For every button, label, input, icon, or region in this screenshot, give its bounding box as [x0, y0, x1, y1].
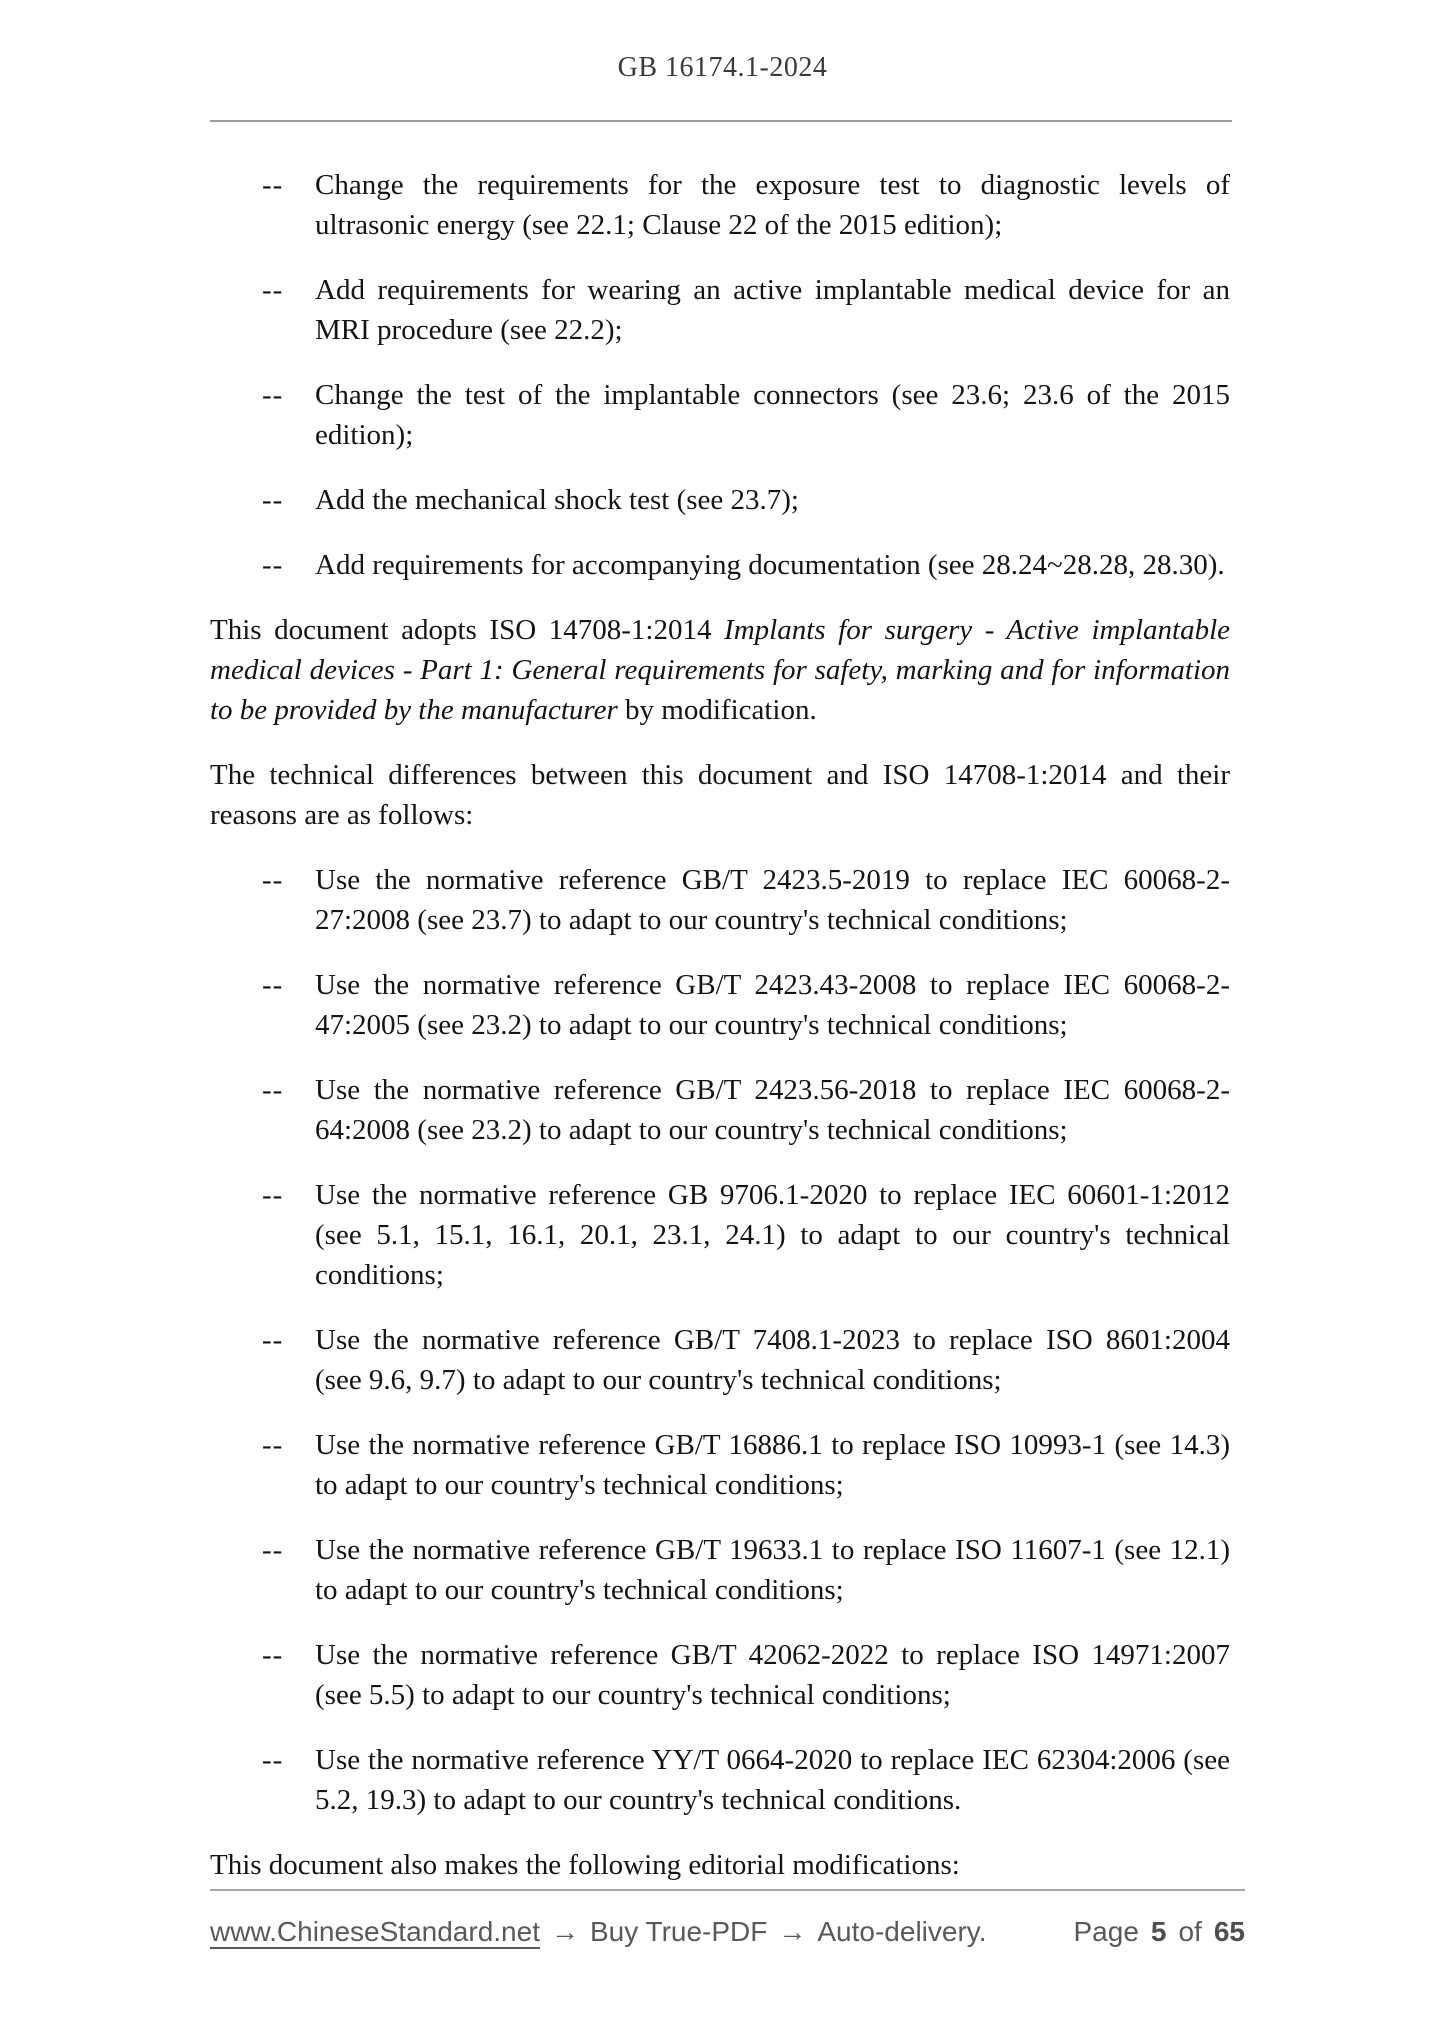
list-item-text: Add requirements for accompanying documentation (see 28.24~28.28, 28.30).: [315, 549, 1225, 581]
page-indicator: [1074, 1914, 1246, 1950]
total-page-number: 65: [1213, 1916, 1245, 1947]
list-item: [210, 165, 1230, 245]
list-item: [210, 1175, 1230, 1295]
arrow-icon: →: [778, 1916, 807, 1947]
list-item-text: Use the normative reference GB/T 7408.1-2023 to replace ISO 8601:2004 (see 9.6, 9.7) to adapt to our country's technical conditions;: [315, 1324, 1230, 1396]
list-item-text: Use the normative reference GB/T 16886.1 to replace ISO 10993-1 (see 14.3) to adapt to our country's technical conditions;: [315, 1429, 1230, 1501]
buy-pdf-label: Buy True-PDF: [589, 1916, 768, 1947]
adopts-text-end: by modification.: [617, 694, 817, 726]
document-body: [210, 165, 1230, 1885]
adopts-text-start: This document adopts ISO 14708-1:2014: [210, 614, 725, 646]
page-title: GB 16174.1-2024: [617, 52, 828, 83]
standard-title-italic: Implants for surgery - Active implantable medical devices - Part 1: General requirements for safety, marking and for information to be provided by the manufacturer: [210, 614, 1230, 726]
list-item-text: Use the normative reference GB/T 19633.1 to replace ISO 11607-1 (see 12.1) to adapt to our country's technical conditions;: [315, 1534, 1230, 1606]
list-item-text: Change the test of the implantable connectors (see 23.6; 23.6 of the 2015 edition);: [315, 379, 1230, 451]
list-item: [210, 1320, 1230, 1400]
list-item-text: Use the normative reference YY/T 0664-2020 to replace IEC 62304:2006 (see 5.2, 19.3) to adapt to our country's technical conditions.: [315, 1744, 1230, 1816]
dash-bullet: --: [262, 969, 284, 1001]
page-word: Page: [1073, 1916, 1139, 1947]
dash-bullet: --: [262, 1429, 284, 1461]
footer-divider: [210, 1889, 1245, 1891]
list-item-text: Use the normative reference GB/T 2423.56-2018 to replace IEC 60068-2-64:2008 (see 23.2) to adapt to our country's technical conditions;: [315, 1074, 1230, 1146]
dash-bullet: --: [262, 379, 284, 411]
list-item: [210, 270, 1230, 350]
dash-bullet: --: [262, 169, 284, 201]
list-item: [210, 860, 1230, 940]
list-item-text: Use the normative reference GB 9706.1-2020 to replace IEC 60601-1:2012 (see 5.1, 15.1, 16.1, 20.1, 23.1, 24.1) to adapt to our country's technical conditions;: [315, 1179, 1230, 1291]
list-item-text: Use the normative reference GB/T 2423.5-2019 to replace IEC 60068-2-27:2008 (see 23.7) to adapt to our country's technical conditions;: [315, 864, 1230, 936]
website-link[interactable]: www.ChineseStandard.net: [210, 1916, 540, 1947]
editorial-paragraph: This document also makes the following editorial modifications:: [210, 1849, 960, 1881]
arrow-icon: →: [550, 1916, 579, 1947]
dash-bullet: --: [262, 1744, 284, 1776]
list-item: [210, 965, 1230, 1045]
differences-paragraph: The technical differences between this document and ISO 14708-1:2014 and their reasons are as follows:: [210, 759, 1230, 831]
list-item-text: Use the normative reference GB/T 42062-2022 to replace ISO 14971:2007 (see 5.5) to adapt to our country's technical conditions;: [315, 1639, 1230, 1711]
list-item: [210, 1070, 1230, 1150]
list-item: [210, 545, 1230, 585]
list-item: [210, 1425, 1230, 1505]
list-item: [210, 480, 1230, 520]
list-item-text: Add requirements for wearing an active implantable medical device for an MRI procedure (see 22.2);: [315, 274, 1230, 346]
footer-source-line: [210, 1914, 986, 1950]
list-item: [210, 1530, 1230, 1610]
adopts-paragraph: [210, 610, 1230, 730]
list-item: [210, 1635, 1230, 1715]
auto-delivery-label: Auto-delivery.: [817, 1916, 987, 1947]
dash-bullet: --: [262, 274, 284, 306]
list-item-text: Change the requirements for the exposure test to diagnostic levels of ultrasonic energy (see 22.1; Clause 22 of the 2015 edition);: [315, 169, 1230, 241]
dash-bullet: --: [262, 1179, 284, 1211]
list-item-text: Use the normative reference GB/T 2423.43-2008 to replace IEC 60068-2-47:2005 (see 23.2) to adapt to our country's technical conditions;: [315, 969, 1230, 1041]
page-footer: [210, 1914, 1245, 1950]
dash-bullet: --: [262, 549, 284, 581]
dash-bullet: --: [262, 864, 284, 896]
dash-bullet: --: [262, 484, 284, 516]
dash-bullet: --: [262, 1324, 284, 1356]
of-word: of: [1178, 1916, 1202, 1947]
header-divider: [210, 120, 1232, 122]
list-item-text: Add the mechanical shock test (see 23.7);: [315, 484, 799, 516]
dash-bullet: --: [262, 1639, 284, 1671]
dash-bullet: --: [262, 1534, 284, 1566]
list-item: [210, 1740, 1230, 1820]
dash-bullet: --: [262, 1074, 284, 1106]
list-item: [210, 375, 1230, 455]
current-page-number: 5: [1150, 1916, 1167, 1947]
